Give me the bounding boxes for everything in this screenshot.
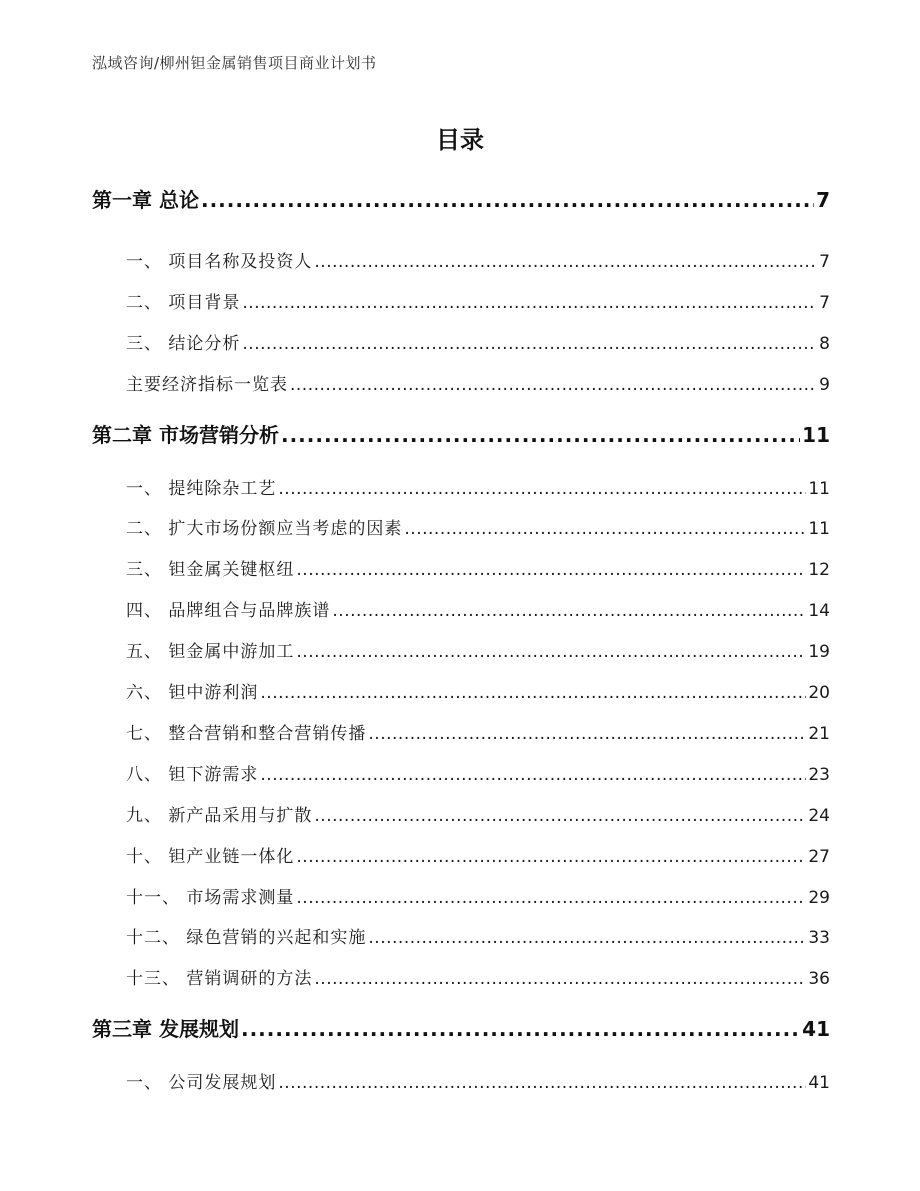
toc-entry-label: 十三、 营销调研的方法: [126, 969, 313, 989]
toc-entry[interactable]: [126, 555, 830, 580]
toc-leader-dots: [332, 601, 806, 621]
toc-entry-chapter-1[interactable]: [92, 184, 830, 213]
toc-entry-label: 十一、 市场需求测量: [126, 888, 295, 908]
page-title: 目录: [436, 126, 484, 154]
toc-entry[interactable]: [126, 883, 830, 908]
toc-entry[interactable]: [126, 596, 830, 621]
toc-page-number: 20: [808, 683, 830, 703]
toc-page-number: 7: [819, 293, 830, 313]
toc-entry[interactable]: [126, 923, 830, 948]
toc-entry-label: 十、 钽产业链一体化: [126, 847, 295, 867]
toc-page-number: 29: [808, 888, 830, 908]
toc-leader-dots: [296, 847, 806, 867]
toc-page-number: 21: [808, 724, 830, 744]
toc-page-number: 7: [816, 188, 830, 212]
toc-leader-dots: [296, 642, 806, 662]
toc-entry[interactable]: [126, 964, 830, 989]
toc-leader-dots: [314, 969, 806, 989]
toc-page-number: 11: [808, 519, 830, 539]
toc-leader-dots: [404, 519, 806, 539]
toc-entry[interactable]: [126, 637, 830, 662]
toc-entry[interactable]: [126, 678, 830, 703]
toc-page-number: 11: [808, 479, 830, 499]
toc-entry-label: 七、 整合营销和整合营销传播: [126, 724, 367, 744]
toc-leader-dots: [260, 683, 806, 703]
toc-page-number: 7: [819, 252, 830, 272]
toc-entry-label: 一、 提纯除杂工艺: [126, 479, 277, 499]
toc-leader-dots: [368, 928, 806, 948]
toc-page-number: 41: [802, 1017, 830, 1041]
toc-entry-label: 第二章 市场营销分析: [92, 423, 279, 447]
toc-leader-dots: [242, 293, 817, 313]
toc-entry-label: 五、 钽金属中游加工: [126, 642, 295, 662]
toc-entry[interactable]: [126, 760, 830, 785]
toc-entry-label: 十二、 绿色营销的兴起和实施: [126, 928, 367, 948]
toc-page-number: 14: [808, 601, 830, 621]
toc-entry-label: 九、 新产品采用与扩散: [126, 806, 313, 826]
toc-leader-dots: [278, 1073, 806, 1093]
toc-page-number: 24: [808, 806, 830, 826]
toc-entry-label: 第一章 总论: [92, 188, 199, 212]
toc-leader-dots: [296, 560, 806, 580]
toc-entry[interactable]: [126, 370, 830, 395]
toc-entry[interactable]: [126, 1068, 830, 1093]
toc-entry-label: 一、 项目名称及投资人: [126, 252, 313, 272]
toc-page-number: 12: [808, 560, 830, 580]
toc-leader-dots: [278, 479, 806, 499]
toc-page-number: 33: [808, 928, 830, 948]
toc-leader-dots: [368, 724, 806, 744]
toc-entry-label: 六、 钽中游利润: [126, 683, 259, 703]
toc-entry[interactable]: [126, 842, 830, 867]
toc-page-number: 27: [808, 847, 830, 867]
toc-entry-label: 一、 公司发展规划: [126, 1073, 277, 1093]
toc-entry-label: 三、 结论分析: [126, 334, 241, 354]
toc-page-number: 41: [808, 1073, 830, 1093]
toc-page-number: 23: [808, 765, 830, 785]
toc-entry-label: 三、 钽金属关键枢纽: [126, 560, 295, 580]
toc-entry[interactable]: [126, 288, 830, 313]
toc-leader-dots: [296, 888, 806, 908]
toc-entry[interactable]: [126, 247, 830, 272]
toc-entry-chapter-2[interactable]: [92, 419, 830, 448]
toc-leader-dots: [260, 765, 806, 785]
toc-page-number: 9: [819, 375, 830, 395]
toc-page-number: 19: [808, 642, 830, 662]
toc-entry[interactable]: [126, 329, 830, 354]
toc-leader-dots: [201, 188, 814, 212]
toc-page-number: 8: [819, 334, 830, 354]
toc-leader-dots: [242, 334, 817, 354]
toc-entry[interactable]: [126, 801, 830, 826]
toc-entry-label: 主要经济指标一览表: [126, 375, 288, 395]
toc-entry-label: 第三章 发展规划: [92, 1017, 239, 1041]
toc-entry[interactable]: [126, 719, 830, 744]
toc-entry[interactable]: [126, 514, 830, 539]
toc-entry[interactable]: [126, 474, 830, 499]
toc-leader-dots: [241, 1017, 800, 1041]
toc-entry-label: 二、 扩大市场份额应当考虑的因素: [126, 519, 403, 539]
running-header: 泓域咨询/柳州钽金属销售项目商业计划书: [92, 54, 377, 72]
toc-entry-label: 四、 品牌组合与品牌族谱: [126, 601, 331, 621]
toc-entry-chapter-3[interactable]: [92, 1013, 830, 1042]
toc-page-number: 11: [802, 423, 830, 447]
toc-entry-label: 二、 项目背景: [126, 293, 241, 313]
toc-entry-label: 八、 钽下游需求: [126, 765, 259, 785]
toc-leader-dots: [314, 806, 806, 826]
toc-leader-dots: [290, 375, 817, 395]
toc-leader-dots: [314, 252, 817, 272]
toc-page-number: 36: [808, 969, 830, 989]
toc-leader-dots: [281, 423, 800, 447]
